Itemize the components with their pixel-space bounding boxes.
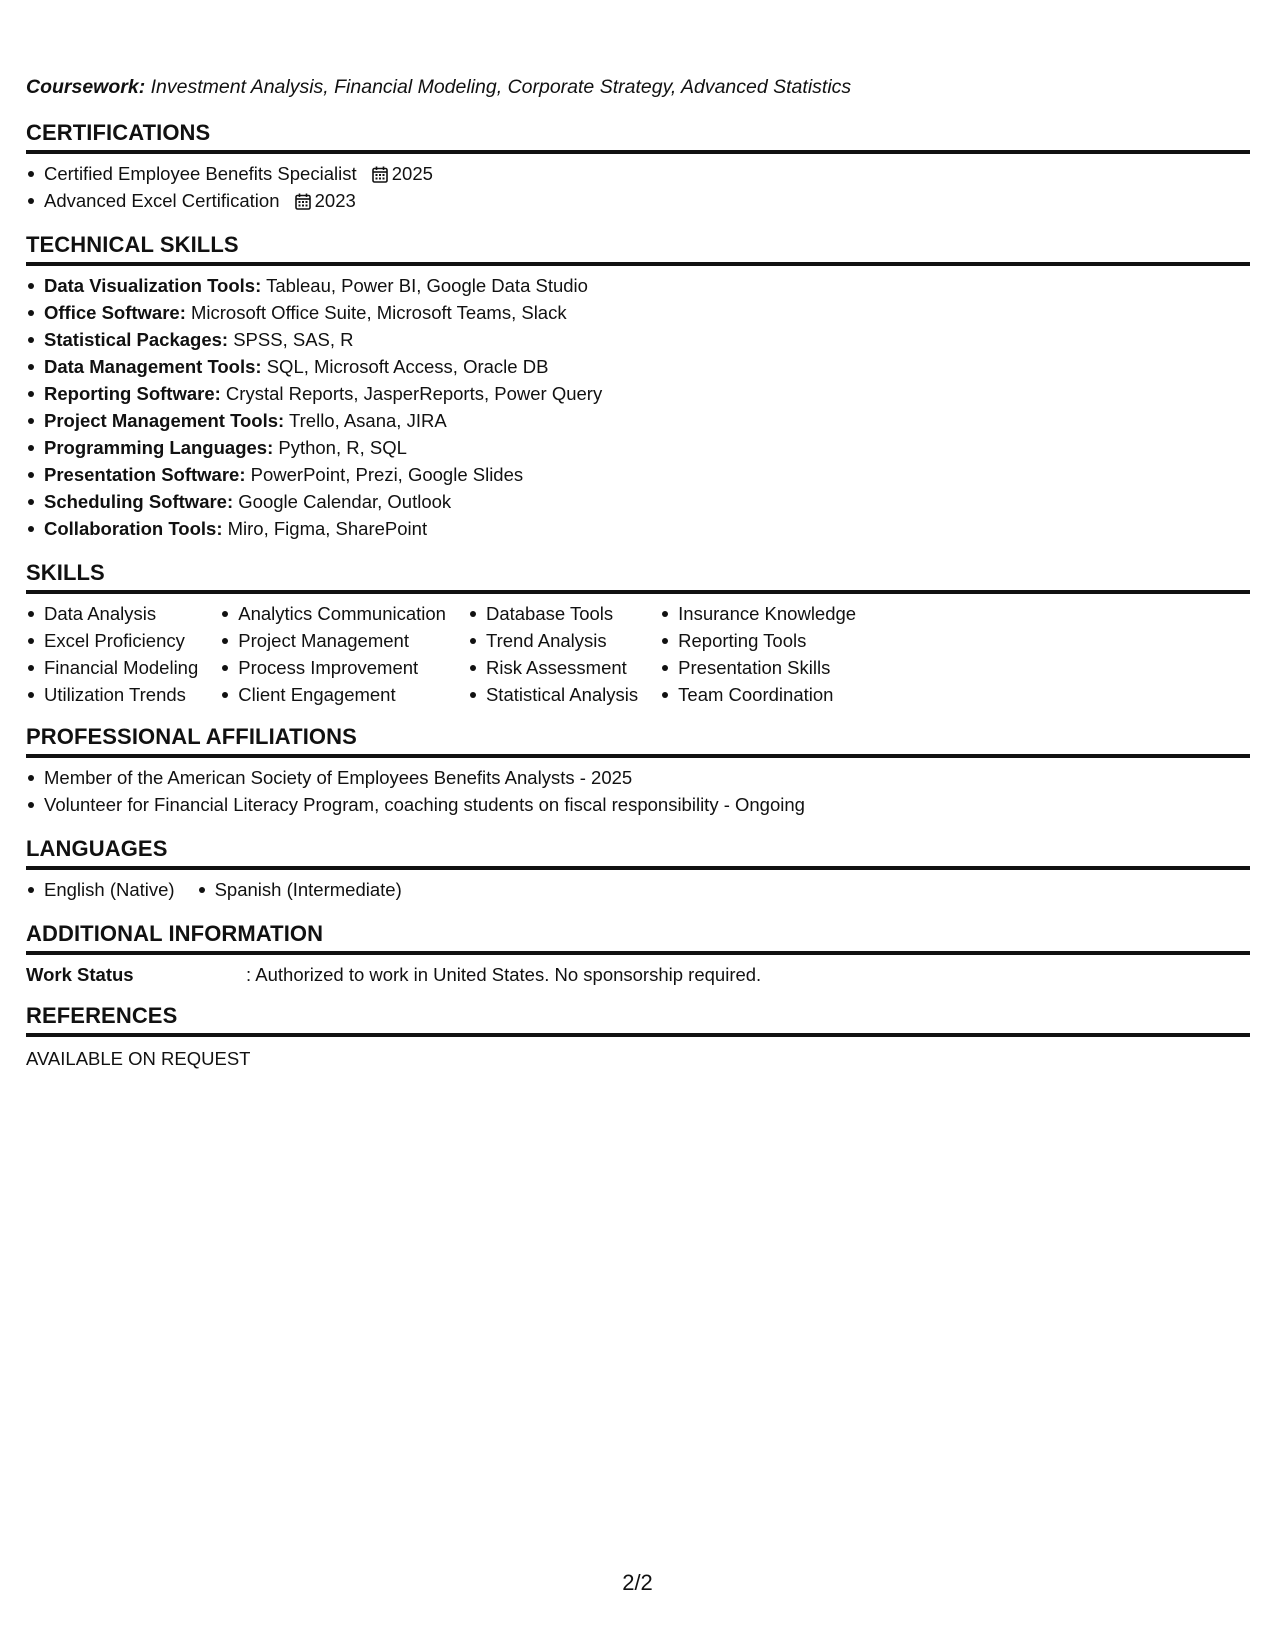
skills-column (660, 600, 856, 708)
languages-title: LANGUAGES (26, 836, 1250, 870)
certification-item (26, 187, 1250, 214)
technical-skill-item (26, 434, 1250, 461)
technical-skill-item (26, 380, 1250, 407)
references-text: AVAILABLE ON REQUEST (26, 1048, 251, 1069)
technical-skill-label: Scheduling Software: (44, 491, 234, 512)
coursework-label: Coursework: (26, 76, 146, 98)
certification-name: Advanced Excel Certification (44, 190, 280, 211)
technical-skill-value: Trello, Asana, JIRA (289, 410, 447, 431)
work-status-label: Work Status (26, 964, 134, 985)
languages-section (26, 836, 1250, 903)
skill-item: Presentation Skills (660, 654, 856, 681)
work-status-row (26, 961, 1250, 988)
skill-item: Trend Analysis (468, 627, 638, 654)
certification-year: 2025 (391, 163, 433, 184)
skills-column (468, 600, 638, 708)
technical-skills-title: TECHNICAL SKILLS (26, 232, 1250, 266)
technical-skill-label: Programming Languages: (44, 437, 274, 458)
technical-skill-item (26, 272, 1250, 299)
skill-item: Database Tools (468, 600, 638, 627)
technical-skill-label: Reporting Software: (44, 383, 221, 404)
technical-skill-label: Data Visualization Tools: (44, 275, 262, 296)
technical-skill-value: Python, R, SQL (278, 437, 407, 458)
skill-item: Process Improvement (220, 654, 446, 681)
technical-skills-section (26, 232, 1250, 542)
technical-skill-item (26, 299, 1250, 326)
affiliation-item: Member of the American Society of Employees Benefits Analysts - 2025 (26, 764, 1250, 791)
technical-skill-value: Tableau, Power BI, Google Data Studio (266, 275, 588, 296)
additional-info-section (26, 921, 1250, 988)
skill-item: Insurance Knowledge (660, 600, 856, 627)
technical-skill-label: Statistical Packages: (44, 329, 229, 350)
calendar-icon (372, 166, 388, 183)
technical-skill-value: Crystal Reports, JasperReports, Power Query (225, 383, 603, 404)
technical-skill-item (26, 326, 1250, 353)
coursework-text: Investment Analysis, Financial Modeling, Corporate Strategy, Advanced Statistics (150, 76, 852, 98)
certification-name: Certified Employee Benefits Specialist (44, 163, 357, 184)
skills-title: SKILLS (26, 560, 1250, 594)
technical-skill-label: Collaboration Tools: (44, 518, 223, 539)
language-item: English (Native) (26, 876, 175, 903)
work-status-value: : Authorized to work in United States. No sponsorship required. (246, 964, 762, 985)
skill-item: Client Engagement (220, 681, 446, 708)
references-section (26, 1003, 1250, 1072)
additional-info-title: ADDITIONAL INFORMATION (26, 921, 1250, 955)
skill-item: Utilization Trends (26, 681, 198, 708)
technical-skill-item (26, 407, 1250, 434)
technical-skill-value: SQL, Microsoft Access, Oracle DB (266, 356, 549, 377)
certifications-title: CERTIFICATIONS (26, 120, 1250, 154)
skill-item: Reporting Tools (660, 627, 856, 654)
skill-item: Risk Assessment (468, 654, 638, 681)
skill-item: Analytics Communication (220, 600, 446, 627)
certifications-section (26, 120, 1250, 214)
technical-skill-value: Google Calendar, Outlook (238, 491, 452, 512)
language-item: Spanish (Intermediate) (197, 876, 402, 903)
languages-row (26, 876, 1250, 903)
affiliations-list (26, 764, 1250, 818)
skill-item: Data Analysis (26, 600, 198, 627)
technical-skill-item (26, 461, 1250, 488)
references-title: REFERENCES (26, 1003, 1250, 1037)
technical-skill-label: Project Management Tools: (44, 410, 285, 431)
certification-item (26, 160, 1250, 187)
skill-item: Statistical Analysis (468, 681, 638, 708)
technical-skill-value: PowerPoint, Prezi, Google Slides (250, 464, 524, 485)
technical-skill-value: Microsoft Office Suite, Microsoft Teams, Slack (191, 302, 567, 323)
affiliations-section (26, 724, 1250, 818)
coursework-line (26, 76, 851, 99)
skills-column (26, 600, 198, 708)
technical-skill-label: Office Software: (44, 302, 186, 323)
technical-skill-label: Presentation Software: (44, 464, 246, 485)
technical-skill-value: SPSS, SAS, R (233, 329, 354, 350)
skill-item: Project Management (220, 627, 446, 654)
affiliation-item: Volunteer for Financial Literacy Program, coaching students on fiscal responsibility - Ongoing (26, 791, 1250, 818)
technical-skill-label: Data Management Tools: (44, 356, 262, 377)
skills-grid (26, 600, 1250, 708)
calendar-icon (295, 193, 311, 210)
skills-section (26, 560, 1250, 708)
technical-skills-list (26, 272, 1250, 542)
technical-skill-item (26, 515, 1250, 542)
technical-skill-item (26, 353, 1250, 380)
skill-item: Excel Proficiency (26, 627, 198, 654)
certification-year: 2023 (314, 190, 356, 211)
skill-item: Financial Modeling (26, 654, 198, 681)
technical-skill-value: Miro, Figma, SharePoint (227, 518, 428, 539)
affiliations-title: PROFESSIONAL AFFILIATIONS (26, 724, 1250, 758)
skills-column (220, 600, 446, 708)
skill-item: Team Coordination (660, 681, 856, 708)
page-number: 2/2 (622, 1570, 653, 1595)
certifications-list (26, 160, 1250, 214)
technical-skill-item (26, 488, 1250, 515)
